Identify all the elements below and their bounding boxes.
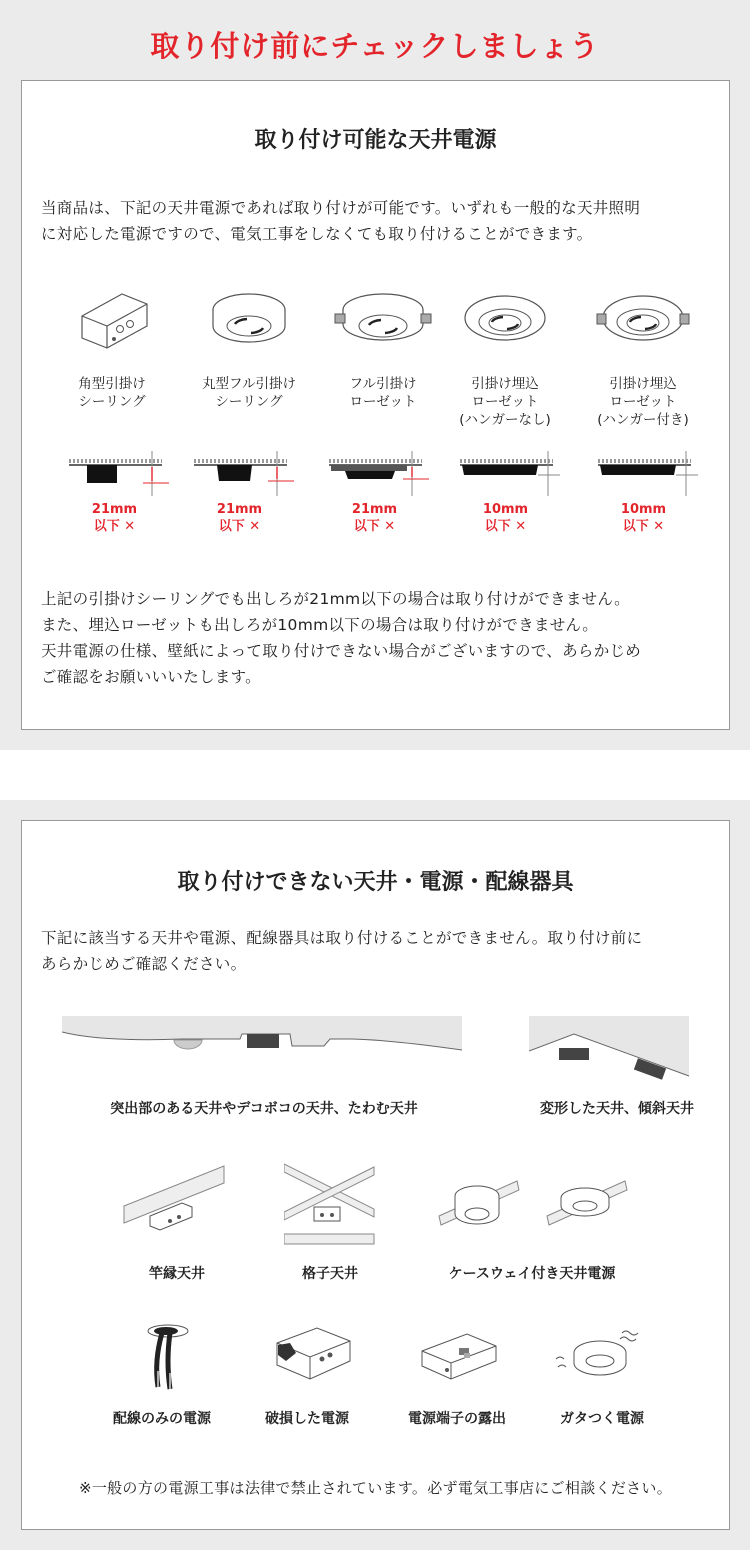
type-label-line: ローゼット: [349, 394, 417, 410]
type-label-line: (ハンガー付き): [597, 412, 689, 428]
type-label-line: 引掛け埋込: [609, 376, 677, 392]
incompatible-card: [21, 820, 730, 1530]
caption-loose: ガタつく電源: [560, 1411, 644, 1427]
clearance-note: [586, 501, 701, 535]
clearance-diagram-icon: [317, 451, 432, 497]
exposed-terminal-icon: [419, 1326, 499, 1386]
caption-sloped: 変形した天井、傾斜天井: [540, 1101, 694, 1117]
clearance-diagram-icon: [586, 451, 701, 497]
type-full-rosette: [318, 286, 448, 411]
clearance-value: 21mm: [351, 502, 398, 517]
square-ceiling-icon: [72, 286, 152, 351]
type-round-ceiling: [184, 286, 314, 411]
embedded-rosette-hanger-icon: [593, 286, 693, 351]
clearance-value: 21mm: [216, 502, 263, 517]
caption-exposed: 電源端子の露出: [408, 1411, 506, 1427]
type-label-line: 丸型フル引掛け: [202, 376, 296, 392]
type-label: [578, 375, 708, 429]
type-label-line: ローゼット: [609, 394, 677, 410]
clearance-condition: 以下 ✕: [93, 519, 136, 534]
embedded-rosette-icon: [460, 286, 550, 351]
type-square-ceiling: [47, 286, 177, 411]
intro-line: 下記に該当する天井や電源、配線器具は取り付けることができません。取り付け前に: [41, 929, 643, 947]
clearance-condition: 以下 ✕: [218, 519, 261, 534]
type-label-line: ローゼット: [471, 394, 539, 410]
clearance-condition: 以下 ✕: [353, 519, 396, 534]
caption-lattice: 格子天井: [302, 1266, 358, 1282]
caption-broken: 破損した電源: [265, 1411, 349, 1427]
clearance-diagram-5: [586, 451, 701, 535]
type-label: [440, 375, 570, 429]
clearance-note: [448, 501, 563, 535]
loose-power-icon: [552, 1321, 642, 1386]
clearance-diagram-icon: [182, 451, 297, 497]
note-line: また、埋込ローゼットも出しろが10mm以下の場合は取り付けができません。: [41, 616, 599, 634]
type-label: [47, 375, 177, 411]
clearance-condition: 以下 ✕: [484, 519, 527, 534]
type-label: [318, 375, 448, 411]
note-line: 天井電源の仕様、壁紙によって取り付けできない場合がございますので、あらかじめ: [41, 642, 642, 660]
clearance-diagram-icon: [57, 451, 172, 497]
caption-molding: 竿縁天井: [149, 1266, 205, 1282]
full-rosette-icon: [333, 286, 433, 351]
clearance-diagram-3: [317, 451, 432, 535]
footnote: ※一般の方の電源工事は法律で禁止されています。必ず電気工事店にご相談ください。: [78, 1479, 673, 1497]
clearance-diagram-2: [182, 451, 297, 535]
uneven-ceiling-icon: [62, 1016, 464, 1061]
raceway-power-icon: [545, 1176, 630, 1238]
incompatible-title: 取り付けできない天井・電源・配線器具: [177, 870, 574, 895]
type-embedded-rosette: [440, 286, 570, 429]
type-label-line: 引掛け埋込: [471, 376, 539, 392]
section-divider: [0, 750, 750, 800]
type-label-line: シーリング: [78, 394, 146, 410]
intro-line: に対応した電源ですので、電気工事をしなくても取り付けることができます。: [41, 225, 593, 243]
compatible-notes: [41, 586, 721, 690]
lattice-ceiling-icon: [284, 1159, 376, 1251]
type-label-line: フル引掛け: [349, 376, 417, 392]
clearance-note: [57, 501, 172, 535]
broken-power-icon: [272, 1323, 354, 1385]
type-label-line: 角型引掛け: [78, 376, 146, 392]
type-label-line: シーリング: [215, 394, 283, 410]
note-line: ご確認をお願いいいたします。: [41, 668, 261, 686]
caption-raceway: ケースウェイ付き天井電源: [448, 1266, 616, 1282]
compatible-power-title: 取り付け可能な天井電源: [254, 128, 497, 153]
caption-wires: 配線のみの電源: [113, 1411, 211, 1427]
note-line: 上記の引掛けシーリングでも出しろが21mm以下の場合は取り付けができません。: [41, 590, 630, 608]
clearance-note: [182, 501, 297, 535]
clearance-diagram-icon: [448, 451, 563, 497]
compatible-power-card: [21, 80, 730, 730]
raceway-power-icon: [437, 1176, 522, 1238]
intro-line: あらかじめご確認ください。: [41, 955, 247, 973]
clearance-value: 21mm: [91, 502, 138, 517]
type-label-line: (ハンガーなし): [459, 412, 551, 428]
clearance-diagram-4: [448, 451, 563, 535]
sloped-ceiling-icon: [529, 1016, 691, 1086]
type-label: [184, 375, 314, 411]
clearance-condition: 以下 ✕: [622, 519, 665, 534]
clearance-value: 10mm: [620, 502, 667, 517]
page-title: 取り付け前にチェックしましょう: [150, 29, 600, 63]
clearance-note: [317, 501, 432, 535]
clearance-diagram-1: [57, 451, 172, 535]
type-embedded-rosette-hanger: [578, 286, 708, 429]
caption-uneven: 突出部のある天井やデコボコの天井、たわむ天井: [110, 1101, 418, 1117]
molding-ceiling-icon: [122, 1161, 227, 1241]
intro-line: 当商品は、下記の天井電源であれば取り付けが可能です。いずれも一般的な天井照明: [41, 199, 641, 217]
round-ceiling-icon: [209, 286, 289, 351]
clearance-value: 10mm: [482, 502, 529, 517]
header: [0, 0, 750, 80]
compatible-intro: [41, 195, 721, 247]
wires-only-icon: [140, 1321, 192, 1396]
incompatible-intro: [41, 925, 721, 977]
